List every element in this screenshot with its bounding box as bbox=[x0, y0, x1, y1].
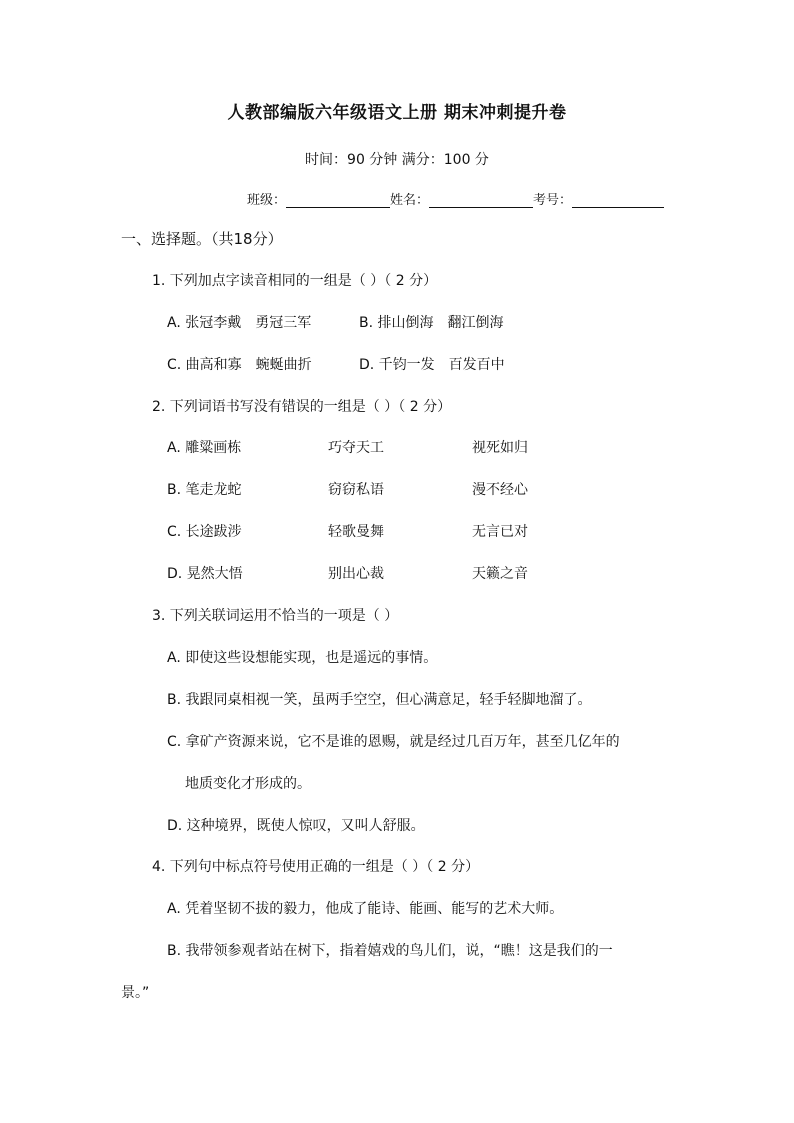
class-label: 班级： bbox=[247, 193, 287, 208]
q2-a-word-2: 巧夺天工 bbox=[328, 440, 384, 456]
name-blank[interactable] bbox=[429, 191, 533, 208]
q1-option-d: D. 千钧一发 百发百中 bbox=[359, 357, 505, 373]
name-label: 姓名： bbox=[390, 193, 430, 208]
q3-option-b: B. 我跟同桌相视一笑，虽两手空空，但心满意足，轻手轻脚地溜了。 bbox=[167, 692, 592, 708]
question-2-stem: 2. 下列词语书写没有错误的一组是（ ）（ 2 分） bbox=[152, 399, 452, 415]
student-info-row bbox=[247, 189, 664, 208]
exam-title: 人教部编版六年级语文上册 期末冲刺提升卷 bbox=[227, 103, 567, 123]
q2-b-word-1: B. 笔走龙蛇 bbox=[167, 482, 242, 498]
section-heading: 一、选择题。（共18分） bbox=[121, 230, 283, 248]
q2-d-word-3: 天籁之音 bbox=[472, 566, 528, 582]
question-1-stem: 1. 下列加点字读音相同的一组是（ ）（ 2 分） bbox=[152, 273, 438, 289]
q1-option-b: B. 排山倒海 翻江倒海 bbox=[359, 315, 504, 331]
q4-option-b: B. 我带领参观者站在树下，指着嬉戏的鸟儿们，说，“瞧！这是我们的一 bbox=[167, 943, 613, 959]
q2-c-word-3: 无言已对 bbox=[472, 524, 528, 540]
class-blank[interactable] bbox=[286, 191, 390, 208]
q2-b-word-2: 窃窃私语 bbox=[328, 482, 384, 498]
q4-option-a: A. 凭着坚韧不拔的毅力，他成了能诗、能画、能写的艺术大师。 bbox=[167, 901, 564, 917]
q3-option-a: A. 即使这些设想能实现，也是遥远的事情。 bbox=[167, 650, 438, 666]
q2-a-word-1: A. 雕粱画栋 bbox=[167, 440, 242, 456]
q2-a-word-3: 视死如归 bbox=[472, 440, 528, 456]
id-label: 考号： bbox=[533, 193, 573, 208]
q4-option-b-continued: 景。” bbox=[121, 985, 150, 1001]
q3-option-c: C. 拿矿产资源来说，它不是谁的恩赐，就是经过几百万年，甚至几亿年的 bbox=[167, 734, 620, 750]
q2-b-word-3: 漫不经心 bbox=[472, 482, 528, 498]
q2-d-word-1: D. 晃然大悟 bbox=[167, 566, 243, 582]
exam-meta: 时间：90 分钟 满分：100 分 bbox=[305, 152, 489, 168]
id-blank[interactable] bbox=[572, 191, 664, 208]
q3-option-d: D. 这种境界，既使人惊叹，又叫人舒服。 bbox=[167, 818, 425, 834]
question-3-stem: 3. 下列关联词运用不恰当的一项是（ ） bbox=[152, 608, 399, 624]
q1-option-c: C. 曲高和寡 蜿蜒曲折 bbox=[167, 357, 312, 373]
q2-d-word-2: 别出心裁 bbox=[328, 566, 384, 582]
q3-option-c-continued: 地质变化才形成的。 bbox=[185, 776, 311, 792]
q2-c-word-2: 轻歌曼舞 bbox=[328, 524, 384, 540]
question-4-stem: 4. 下列句中标点符号使用正确的一组是（ ）（ 2 分） bbox=[152, 859, 480, 875]
q1-option-a: A. 张冠李戴 勇冠三军 bbox=[167, 315, 312, 331]
q2-c-word-1: C. 长途跋涉 bbox=[167, 524, 242, 540]
